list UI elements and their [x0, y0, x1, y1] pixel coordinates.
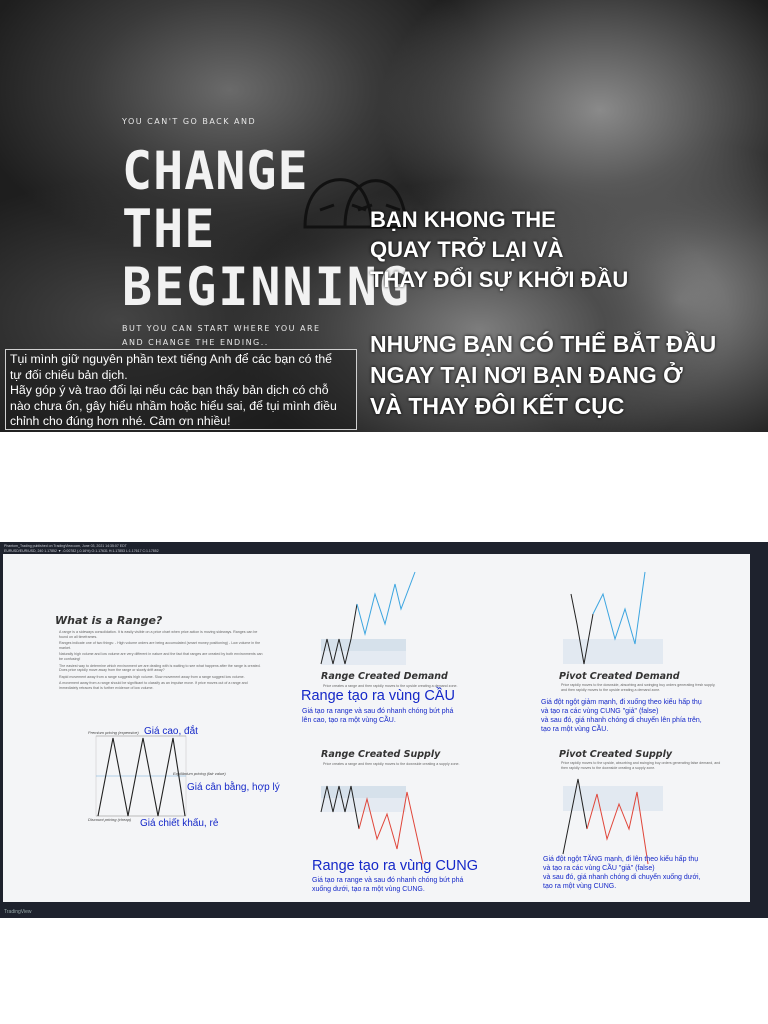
note-line: tự đối chiếu bản dịch.: [10, 367, 128, 382]
desc-line: và tạo ra các vùng CUNG "giả" (false): [541, 708, 659, 715]
paragraph: A movement away from a range should be significant to classify as an impulse move. If price moves out of a range and immediately retraces that is further evidence of low volume.: [59, 681, 248, 690]
chart-publish-header: Phantom_Trading published on TradingView.com, June 03, 2021 14:35:07 EDT: [4, 544, 127, 548]
pcs-vietnamese-desc: [543, 855, 701, 891]
desc-line: và sau đó, giá nhanh chóng di chuyển xuống dưới,: [543, 874, 701, 881]
vietnamese-quote-part2: [370, 329, 716, 422]
desc-line: Giá đột ngột giảm mạnh, đi xuống theo kiểu hấp thụ: [541, 699, 702, 706]
note-line: Hãy góp ý và trao đổi lại nếu các bạn thấy bản dịch có chỗ: [10, 383, 329, 397]
desc-line: lên cao, tạo ra một vùng CẦU.: [302, 717, 396, 724]
banner-bottom-caption-1: BUT YOU CAN START WHERE YOU ARE: [122, 324, 321, 333]
rcs-vietnamese-title: Range tạo ra vùng CUNG: [312, 858, 479, 874]
note-line: nào chưa ổn, gây hiểu nhầm hoặc hiểu sai, để tụi mình điều: [10, 398, 337, 413]
viet-line: NHƯNG BẠN CÓ THỂ BẮT ĐẦU: [370, 331, 717, 357]
viet-line: BẠN KHONG THE: [370, 207, 556, 232]
rcd-vietnamese-desc: [302, 707, 453, 725]
rcs-description: Price creates a range and then rapidly moves to the downside creating a supply zone.: [323, 762, 460, 766]
translator-note: [5, 349, 357, 430]
rcd-vietnamese-title: Range tạo ra vùng CẦU: [301, 688, 455, 704]
desc-line: Giá tạo ra range và sau đó nhanh chóng bứt phá: [302, 708, 454, 715]
premium-label: Premium pricing (expensive): [88, 730, 139, 735]
paragraph: Ranges indicate one of two things: - High volume orders are being accumulated (smart money positioning) - Low volume in the market.: [59, 641, 261, 650]
viet-line: NGAY TẠI NƠI BẠN ĐANG Ở: [370, 362, 683, 388]
pcd-vietnamese-desc: [541, 698, 702, 734]
pcs-zone: [563, 786, 663, 811]
paragraph: The easiest way to determine which environment we are dealing with is waiting to see what happens after the range is created. Does price rapidly move away from the range or slowly drift away?: [59, 663, 261, 673]
pcs-description: Price rapidly moves to the upside, absorbing and swinging buy orders generating false demand, and then rapidly moves to the downside creating a supply zone.: [561, 761, 721, 770]
rcd-zone-1: [321, 639, 406, 651]
range-example-price: [98, 738, 185, 816]
desc-line: tạo ra một vùng CUNG.: [543, 883, 617, 890]
banner-word-change: CHANGE: [122, 140, 309, 202]
rcd-title: Range Created Demand: [321, 671, 448, 682]
paragraph: Rapid movement away from a range suggests high volume. Slow movement away from a range suggest low volume.: [59, 674, 245, 679]
gia-chiet-khau-label: Giá chiết khấu, rẻ: [140, 818, 219, 829]
desc-line: Giá đột ngột TĂNG mạnh, đi lên theo kiểu hấp thụ: [543, 856, 699, 863]
what-is-range-title: What is a Range?: [55, 614, 163, 627]
note-line: chỉnh cho đúng hơn nhé. Cảm ơn nhiều!: [10, 414, 231, 428]
rcd-up-move: [357, 572, 415, 634]
pcd-up-move: [593, 572, 645, 644]
viet-line: QUAY TRỞ LẠI VÀ: [370, 237, 564, 262]
chart-plot-area: [3, 554, 750, 902]
viet-line: THAY ĐỔI SỰ KHỞI ĐẦU: [370, 267, 629, 292]
pcd-description: Price rapidly moves to the downside, absorbing and swinging buy orders generating fresh supply, and then rapidly moves to the upside creating a demand zone.: [561, 683, 716, 692]
rcs-title: Range Created Supply: [321, 749, 441, 760]
rcs-zone-1: [321, 786, 406, 798]
paragraph: A range is a sideways consolidation. It is easily visible on a price chart when price action is moving sideways. Ranges can be found on all timeframes.: [59, 630, 258, 639]
banner-top-caption: YOU CAN'T GO BACK AND: [122, 117, 257, 126]
rcs-vietnamese-desc: [312, 876, 463, 894]
discount-label: Discount pricing (cheap): [88, 817, 132, 822]
banner-word-beginning: BEGINNING: [122, 256, 411, 318]
quote-banner: [0, 0, 768, 432]
desc-line: và sau đó, giá nhanh chóng di chuyển lên phía trên,: [541, 717, 702, 724]
tradingview-logo: TradingView: [4, 909, 32, 915]
note-line: Tụi mình giữ nguyên phần text tiếng Anh để các bạn có thể: [10, 352, 333, 366]
tradingview-chart-screenshot: [0, 542, 768, 918]
vietnamese-quote-part1: [370, 205, 628, 295]
what-is-range-body: [59, 630, 264, 691]
time-axis: [3, 902, 750, 908]
equilibrium-label: Equilibrium pricing (fair value): [173, 771, 226, 776]
desc-line: và tạo ra các vùng CẦU "giả" (false): [543, 865, 655, 872]
desc-line: Giá tạo ra range và sau đó nhanh chóng bứt phá: [312, 877, 464, 884]
desc-line: xuống dưới, tạo ra một vùng CUNG.: [312, 886, 425, 893]
pcd-title: Pivot Created Demand: [559, 671, 680, 682]
price-axis: [750, 554, 768, 902]
viet-line: VÀ THAY ĐÔI KẾT CỤC: [370, 393, 625, 419]
chart-symbol-header: EURUSD/EUR/USD, 240 1.17852 ▼ -0.00782 (-0.16%) O:1.17631 H:1.17853 L:1.17617 C:1.17852: [4, 549, 159, 553]
desc-line: tạo ra một vùng CẦU.: [541, 726, 609, 733]
gia-can-bang-label: Giá cân bằng, hợp lý: [187, 782, 280, 793]
banner-bottom-caption-2: AND CHANGE THE ENDING..: [122, 338, 269, 347]
banner-word-the: THE: [122, 198, 216, 260]
paragraph: Naturally high volume and low volume are very different in nature and the fact that ranges are created by both environments can be confusing!: [59, 652, 263, 661]
rcd-description: Price creates a range and then rapidly moves to the upside creating a demand zone.: [323, 684, 458, 688]
gia-cao-label: Giá cao, đắt: [144, 726, 198, 737]
pcs-title: Pivot Created Supply: [559, 749, 673, 760]
pcd-zone: [563, 639, 663, 664]
